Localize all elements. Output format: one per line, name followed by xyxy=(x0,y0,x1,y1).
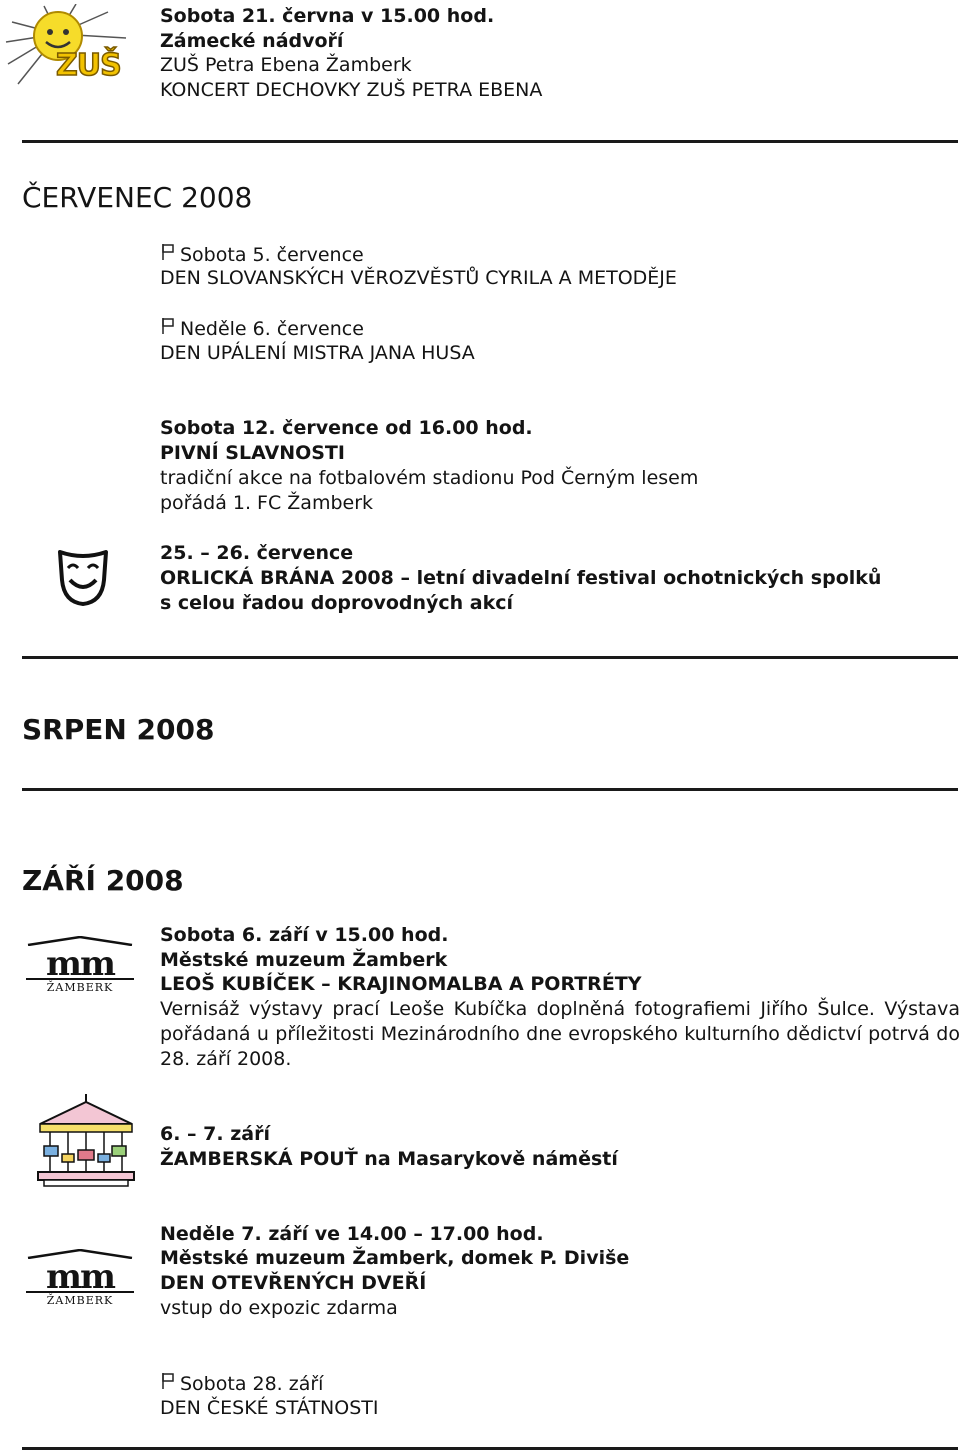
museum-logo-town: ŽAMBERK xyxy=(26,1291,134,1307)
divider xyxy=(22,1447,958,1450)
flag-icon xyxy=(160,243,180,268)
sept-event-3-date: Neděle 7. září ve 14.00 – 17.00 hod. xyxy=(160,1223,544,1245)
july-event-2-title: DEN UPÁLENÍ MISTRA JANA HUSA xyxy=(160,342,475,364)
museum-logo-mark: mm xyxy=(46,944,114,984)
museum-logo-town: ŽAMBERK xyxy=(26,978,134,994)
zus-logo xyxy=(4,4,128,88)
museum-logo xyxy=(26,1244,134,1307)
july-event-4-desc: s celou řadou doprovodných akcí xyxy=(160,592,514,614)
museum-logo-mark: mm xyxy=(46,1257,114,1297)
july-event-4-title: ORLICKÁ BRÁNA 2008 – letní divadelní festival ochotnických spolků xyxy=(160,567,882,589)
july-event-4-date: 25. – 26. července xyxy=(160,542,354,564)
sept-event-3-place: Městské muzeum Žamberk, domek P. Diviše xyxy=(160,1247,630,1269)
zus-logo-text: ZUŠ xyxy=(56,48,121,83)
carousel-icon xyxy=(36,1094,136,1194)
july-event-1-date-text: Sobota 5. července xyxy=(180,244,364,266)
august-heading: SRPEN 2008 xyxy=(22,713,215,746)
july-event-2-date xyxy=(160,317,364,342)
divider xyxy=(22,140,958,143)
sept-event-4-date xyxy=(160,1372,323,1397)
july-event-1-date xyxy=(160,243,364,268)
july-event-3-date: Sobota 12. července od 16.00 hod. xyxy=(160,417,533,439)
sept-event-1-title: LEOŠ KUBÍČEK – KRAJINOMALBA A PORTRÉTY xyxy=(160,973,642,995)
sept-event-2-title: ŽAMBERSKÁ POUŤ na Masarykově náměstí xyxy=(160,1148,618,1170)
flag-icon xyxy=(160,317,180,342)
july-event-3-title: PIVNÍ SLAVNOSTI xyxy=(160,442,345,464)
sept-event-4-date-text: Sobota 28. září xyxy=(180,1373,324,1395)
theatre-mask-icon xyxy=(54,546,112,612)
june-event-organizer: ZUŠ Petra Ebena Žamberk xyxy=(160,54,412,76)
september-heading: ZÁŘÍ 2008 xyxy=(22,864,184,897)
sept-event-1-date: Sobota 6. září v 15.00 hod. xyxy=(160,924,449,946)
divider xyxy=(22,656,958,659)
june-event-place: Zámecké nádvoří xyxy=(160,30,344,52)
june-event-title: KONCERT DECHOVKY ZUŠ PETRA EBENA xyxy=(160,79,543,101)
july-event-3-desc-1: tradiční akce na fotbalovém stadionu Pod Černým lesem xyxy=(160,467,699,489)
june-event-date: Sobota 21. června v 15.00 hod. xyxy=(160,5,495,27)
july-event-2-date-text: Neděle 6. července xyxy=(180,318,364,340)
sept-event-3-title: DEN OTEVŘENÝCH DVEŘÍ xyxy=(160,1272,427,1294)
sept-event-1-desc: Vernisáž výstavy prací Leoše Kubíčka doplněná fotografiemi Jiřího Šulce. Výstava pořádaná u příležitosti Mezinárodního dne evropského kulturního dědictví potrvá do 28. září 2008. xyxy=(160,998,960,1070)
sept-event-1-place: Městské muzeum Žamberk xyxy=(160,949,448,971)
july-event-1-title: DEN SLOVANSKÝCH VĚROZVĚSTŮ CYRILA A METODĚJE xyxy=(160,267,677,289)
sept-event-3-note: vstup do expozic zdarma xyxy=(160,1297,398,1319)
july-event-3-desc-2: pořádá 1. FC Žamberk xyxy=(160,492,374,514)
divider xyxy=(22,788,958,791)
sept-event-2-date: 6. – 7. září xyxy=(160,1123,270,1145)
july-heading: ČERVENEC 2008 xyxy=(22,181,253,214)
sept-event-4-title: DEN ČESKÉ STÁTNOSTI xyxy=(160,1397,379,1419)
flag-icon xyxy=(160,1372,180,1397)
museum-logo xyxy=(26,931,134,994)
